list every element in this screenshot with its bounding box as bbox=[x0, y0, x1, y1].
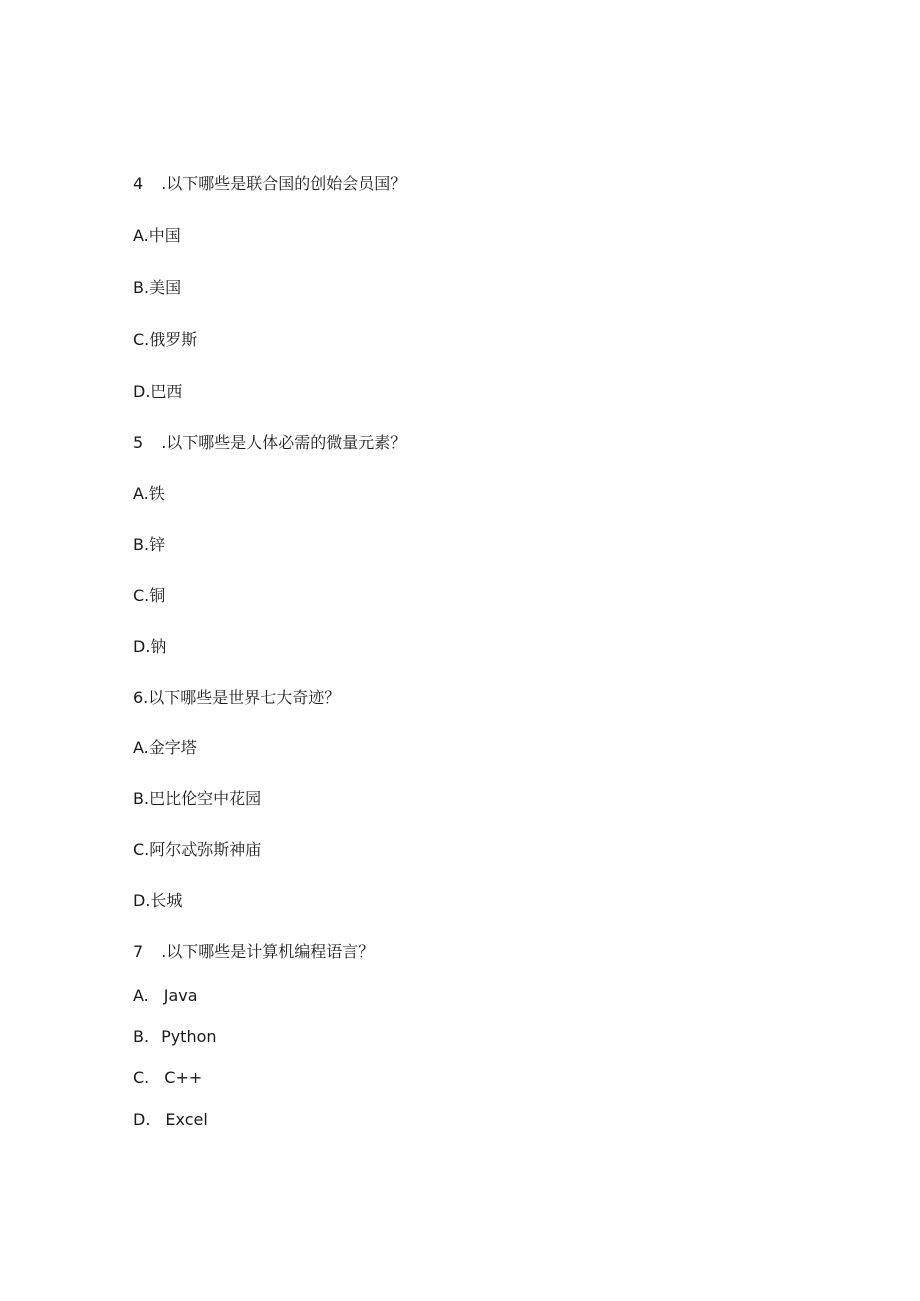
option-4d: D.巴西 bbox=[133, 382, 183, 401]
question-5 bbox=[133, 433, 406, 453]
option-value: C++ bbox=[164, 1068, 203, 1087]
option-5c: C.铜 bbox=[133, 586, 166, 605]
option-4b: B.美国 bbox=[133, 278, 182, 297]
question-text: .以下哪些是联合国的创始会员国？ bbox=[161, 174, 407, 193]
option-6a: A.金字塔 bbox=[133, 738, 197, 757]
option-6b: B.巴比伦空中花园 bbox=[133, 789, 262, 808]
option-letter: A. bbox=[133, 986, 149, 1005]
question-number: 4 bbox=[133, 174, 144, 193]
option-7b bbox=[133, 1027, 217, 1047]
question-6 bbox=[133, 688, 340, 708]
option-6c: C.阿尔忒弥斯神庙 bbox=[133, 840, 262, 859]
option-value: Java bbox=[163, 986, 198, 1005]
option-4a: A.中国 bbox=[133, 226, 181, 245]
question-7 bbox=[133, 942, 374, 962]
question-text: .以下哪些是计算机编程语言？ bbox=[161, 942, 375, 961]
option-letter: B. bbox=[133, 1027, 150, 1046]
option-4c: C.俄罗斯 bbox=[133, 330, 198, 349]
question-number: 7 bbox=[133, 942, 144, 961]
option-letter: C. bbox=[133, 1068, 150, 1087]
option-7d bbox=[133, 1110, 208, 1130]
option-letter: D. bbox=[133, 1110, 151, 1129]
option-5a: A.铁 bbox=[133, 484, 165, 503]
option-7c bbox=[133, 1068, 202, 1088]
question-text: 6.以下哪些是世界七大奇迹？ bbox=[133, 688, 341, 707]
option-7a bbox=[133, 986, 198, 1006]
question-text: .以下哪些是人体必需的微量元素？ bbox=[161, 433, 407, 452]
option-5d: D.钠 bbox=[133, 637, 167, 656]
question-number: 5 bbox=[133, 433, 144, 452]
option-value: Excel bbox=[165, 1110, 208, 1129]
question-4 bbox=[133, 174, 406, 194]
option-6d: D.长城 bbox=[133, 891, 183, 910]
option-value: Python bbox=[161, 1027, 217, 1046]
option-5b: B.锌 bbox=[133, 535, 166, 554]
